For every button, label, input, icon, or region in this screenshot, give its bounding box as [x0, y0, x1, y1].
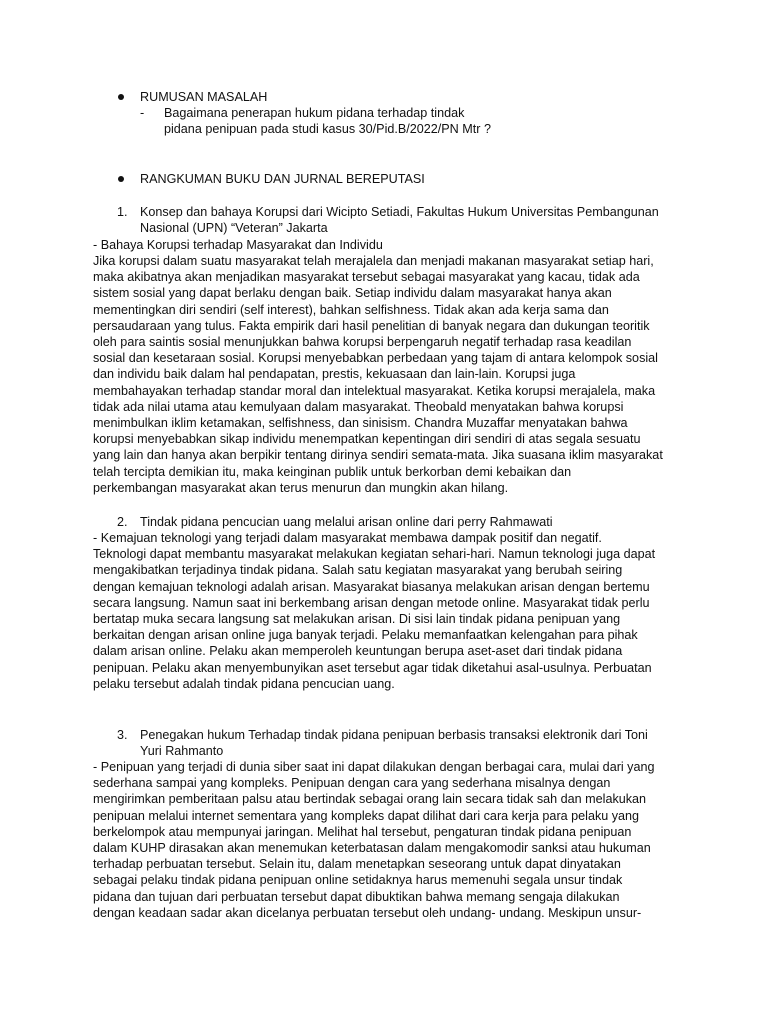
paragraph-line: yang lain dan hanya akan berpikir tentang dirinya sendiri semata-mata. Jika suasana iklim masyarakat	[93, 448, 663, 463]
paragraph-line: korupsi menyebabkan sikap individu menempatkan kepentingan diri sendiri di atas segala sesuatu	[93, 432, 641, 447]
paragraph-line: sosial dan kesetaraan sosial. Korupsi menyebabkan perbedaan yang tajam di antara kelompok sosial	[93, 351, 658, 366]
paragraph-line: secara langsung. Namun saat ini berkembang arisan dengan metode online. Masyarakat tidak perlu	[93, 595, 650, 610]
paragraph-line: mengakibatkan terjadinya tindak pidana. Salah satu kegiatan masyarakat yang berubah seiring	[93, 563, 623, 578]
problem-statement-line-2: pidana penipuan pada studi kasus 30/Pid.B/2022/PN Mtr ?	[164, 122, 491, 136]
paragraph-line: sebagai pelaku tindak pidana penipuan online setidaknya harus memenuhi segala unsur tindak	[93, 873, 623, 888]
paragraph-line: pidana dan tujuan dari perbuatan tersebut dapat dibuktikan bahwa memang sengaja dilakukan	[93, 889, 620, 904]
dash-marker: -	[140, 106, 145, 120]
paragraph-line: tidak ada nilai utama atau kemulyaan dalam masyarakat. Theobald menyatakan bahwa korupsi	[93, 399, 624, 414]
item2-paragraph	[93, 530, 681, 692]
paragraph-line: Teknologi dapat membantu masyarakat melakukan kegiatan sehari-hari. Namun teknologi juga dapat	[93, 547, 656, 562]
item1-paragraph	[93, 253, 681, 496]
paragraph-line: oleh para saintis sosial menunjukkan bahwa korupsi berpengaruh negatif terhadap rasa keadilan	[93, 335, 632, 350]
paragraph-line: berkaitan dengan arisan online juga banyak terjadi. Pelaku memanfaatkan kelengahan para pihak	[93, 628, 638, 643]
paragraph-line: terhadap perbuatan tersebut. Selain itu, dalam menetapkan seseorang untuk dapat dinyatakan	[93, 857, 621, 872]
paragraph-line: mementingkan diri sendiri (self interest), bahkan selfishness. Tidak akan ada kerja sama dan	[93, 302, 609, 317]
paragraph-line: dalam KUHP dirasakan akan menemukan keterbatasan dalam mengakomodir sanksi atau hukuman	[93, 841, 651, 856]
paragraph-line: pelaku tersebut adalah tindak pidana pencucian uang.	[93, 676, 395, 691]
paragraph-line: perkembangan masyarakat akan terus menurun dan mungkin akan hilang.	[93, 480, 509, 495]
item1-title-line-1: Konsep dan bahaya Korupsi dari Wicipto Setiadi, Fakultas Hukum Universitas Pembangunan	[140, 205, 659, 219]
paragraph-line: penipuan. Pelaku akan menyembunyikan aset tersebut agar tidak diketahui asal-usulnya. Perbuatan	[93, 660, 652, 675]
bullet-icon	[118, 94, 124, 100]
list-number-1: 1.	[117, 205, 128, 219]
paragraph-line: persaudaraan yang tulus. Fakta empirik dari hasil penelitian di banyak negara dan dukungan teoritik	[93, 318, 650, 333]
paragraph-line: Jika korupsi dalam suatu masyarakat telah merajalela dan menjadi makanan masyarakat setiap hari,	[93, 254, 654, 268]
problem-statement-line-1: Bagaimana penerapan hukum pidana terhadap tindak	[164, 106, 465, 120]
paragraph-line: sederhana sampai yang kompleks. Penipuan dengan cara yang sederhana misalnya dengan	[93, 776, 611, 791]
item3-title-line-2: Yuri Rahmanto	[140, 744, 224, 758]
paragraph-line: - Penipuan yang terjadi di dunia siber saat ini dapat dilakukan dengan berbagai cara, mulai dari yang	[93, 760, 655, 774]
item2-title: Tindak pidana pencucian uang melalui arisan online dari perry Rahmawati	[140, 515, 553, 529]
paragraph-line: maka akibatnya akan menjadikan masyarakat tersebut sebagai masyarakat yang kacau, tidak ada	[93, 270, 640, 285]
paragraph-line: dalam arisan online. Pelaku akan memperoleh keuntungan berupa aset-aset dari tindak pidana	[93, 644, 623, 659]
paragraph-line: dengan kemajuan teknologi adalah arisan. Masyarakat biasanya melakukan arisan dengan bertemu	[93, 579, 650, 594]
paragraph-line: membahayakan terhadap standar moral dan intelektual masyarakat. Ketika korupsi merajalela, maka	[93, 383, 656, 398]
paragraph-line: mengirimkan pemberitaan palsu atau bertindak sebagai orang lain secara tidak sah dan melakukan	[93, 792, 647, 807]
paragraph-line: dengan keadaan sadar akan dicelanya perbuatan tersebut oleh undang- undang. Meskipun unsur-	[93, 905, 642, 920]
paragraph-line: bertatap muka secara langsung sat melakukan arisan. Di sisi lain tindak pidana penipuan yang	[93, 612, 621, 627]
item3-title-line-1: Penegakan hukum Terhadap tindak pidana penipuan berbasis transaksi elektronik dari Toni	[140, 728, 648, 742]
item1-title-line-2: Nasional (UPN) “Veteran” Jakarta	[140, 221, 328, 235]
list-number-3: 3.	[117, 728, 128, 742]
paragraph-line: berkelompok atau mempunyai jaringan. Melihat hal tersebut, pengaturan tindak pidana penipuan	[93, 824, 632, 839]
bullet-icon	[118, 176, 124, 182]
paragraph-line: menimbulkan iklim ketamakan, selfishness, dan sinisism. Chandra Muzaffar menyatakan bahwa	[93, 416, 628, 431]
section-heading-rangkuman: RANGKUMAN BUKU DAN JURNAL BEREPUTASI	[140, 172, 425, 186]
item1-subheading: - Bahaya Korupsi terhadap Masyarakat dan Individu	[93, 238, 383, 252]
paragraph-line: telah tercipta demikian itu, maka keinginan publik untuk berkorban demi kebaikan dan	[93, 464, 572, 479]
paragraph-line: dan individu baik dalam hal pendapatan, prestis, kekuasaan dan lain-lain. Korupsi juga	[93, 367, 576, 382]
list-number-2: 2.	[117, 515, 128, 529]
paragraph-line: - Kemajuan teknologi yang terjadi dalam masyarakat membawa dampak positif dan negatif.	[93, 531, 602, 545]
section-heading-rumusan: RUMUSAN MASALAH	[140, 90, 268, 104]
paragraph-line: sistem sosial yang dapat berlaku dengan baik. Setiap individu dalam masyarakat hanya akan	[93, 286, 612, 301]
paragraph-line: penipuan melalui internet sementara yang kompleks dapat dilihat dari cara kerja para pelaku yang	[93, 808, 640, 823]
item3-paragraph	[93, 759, 681, 921]
